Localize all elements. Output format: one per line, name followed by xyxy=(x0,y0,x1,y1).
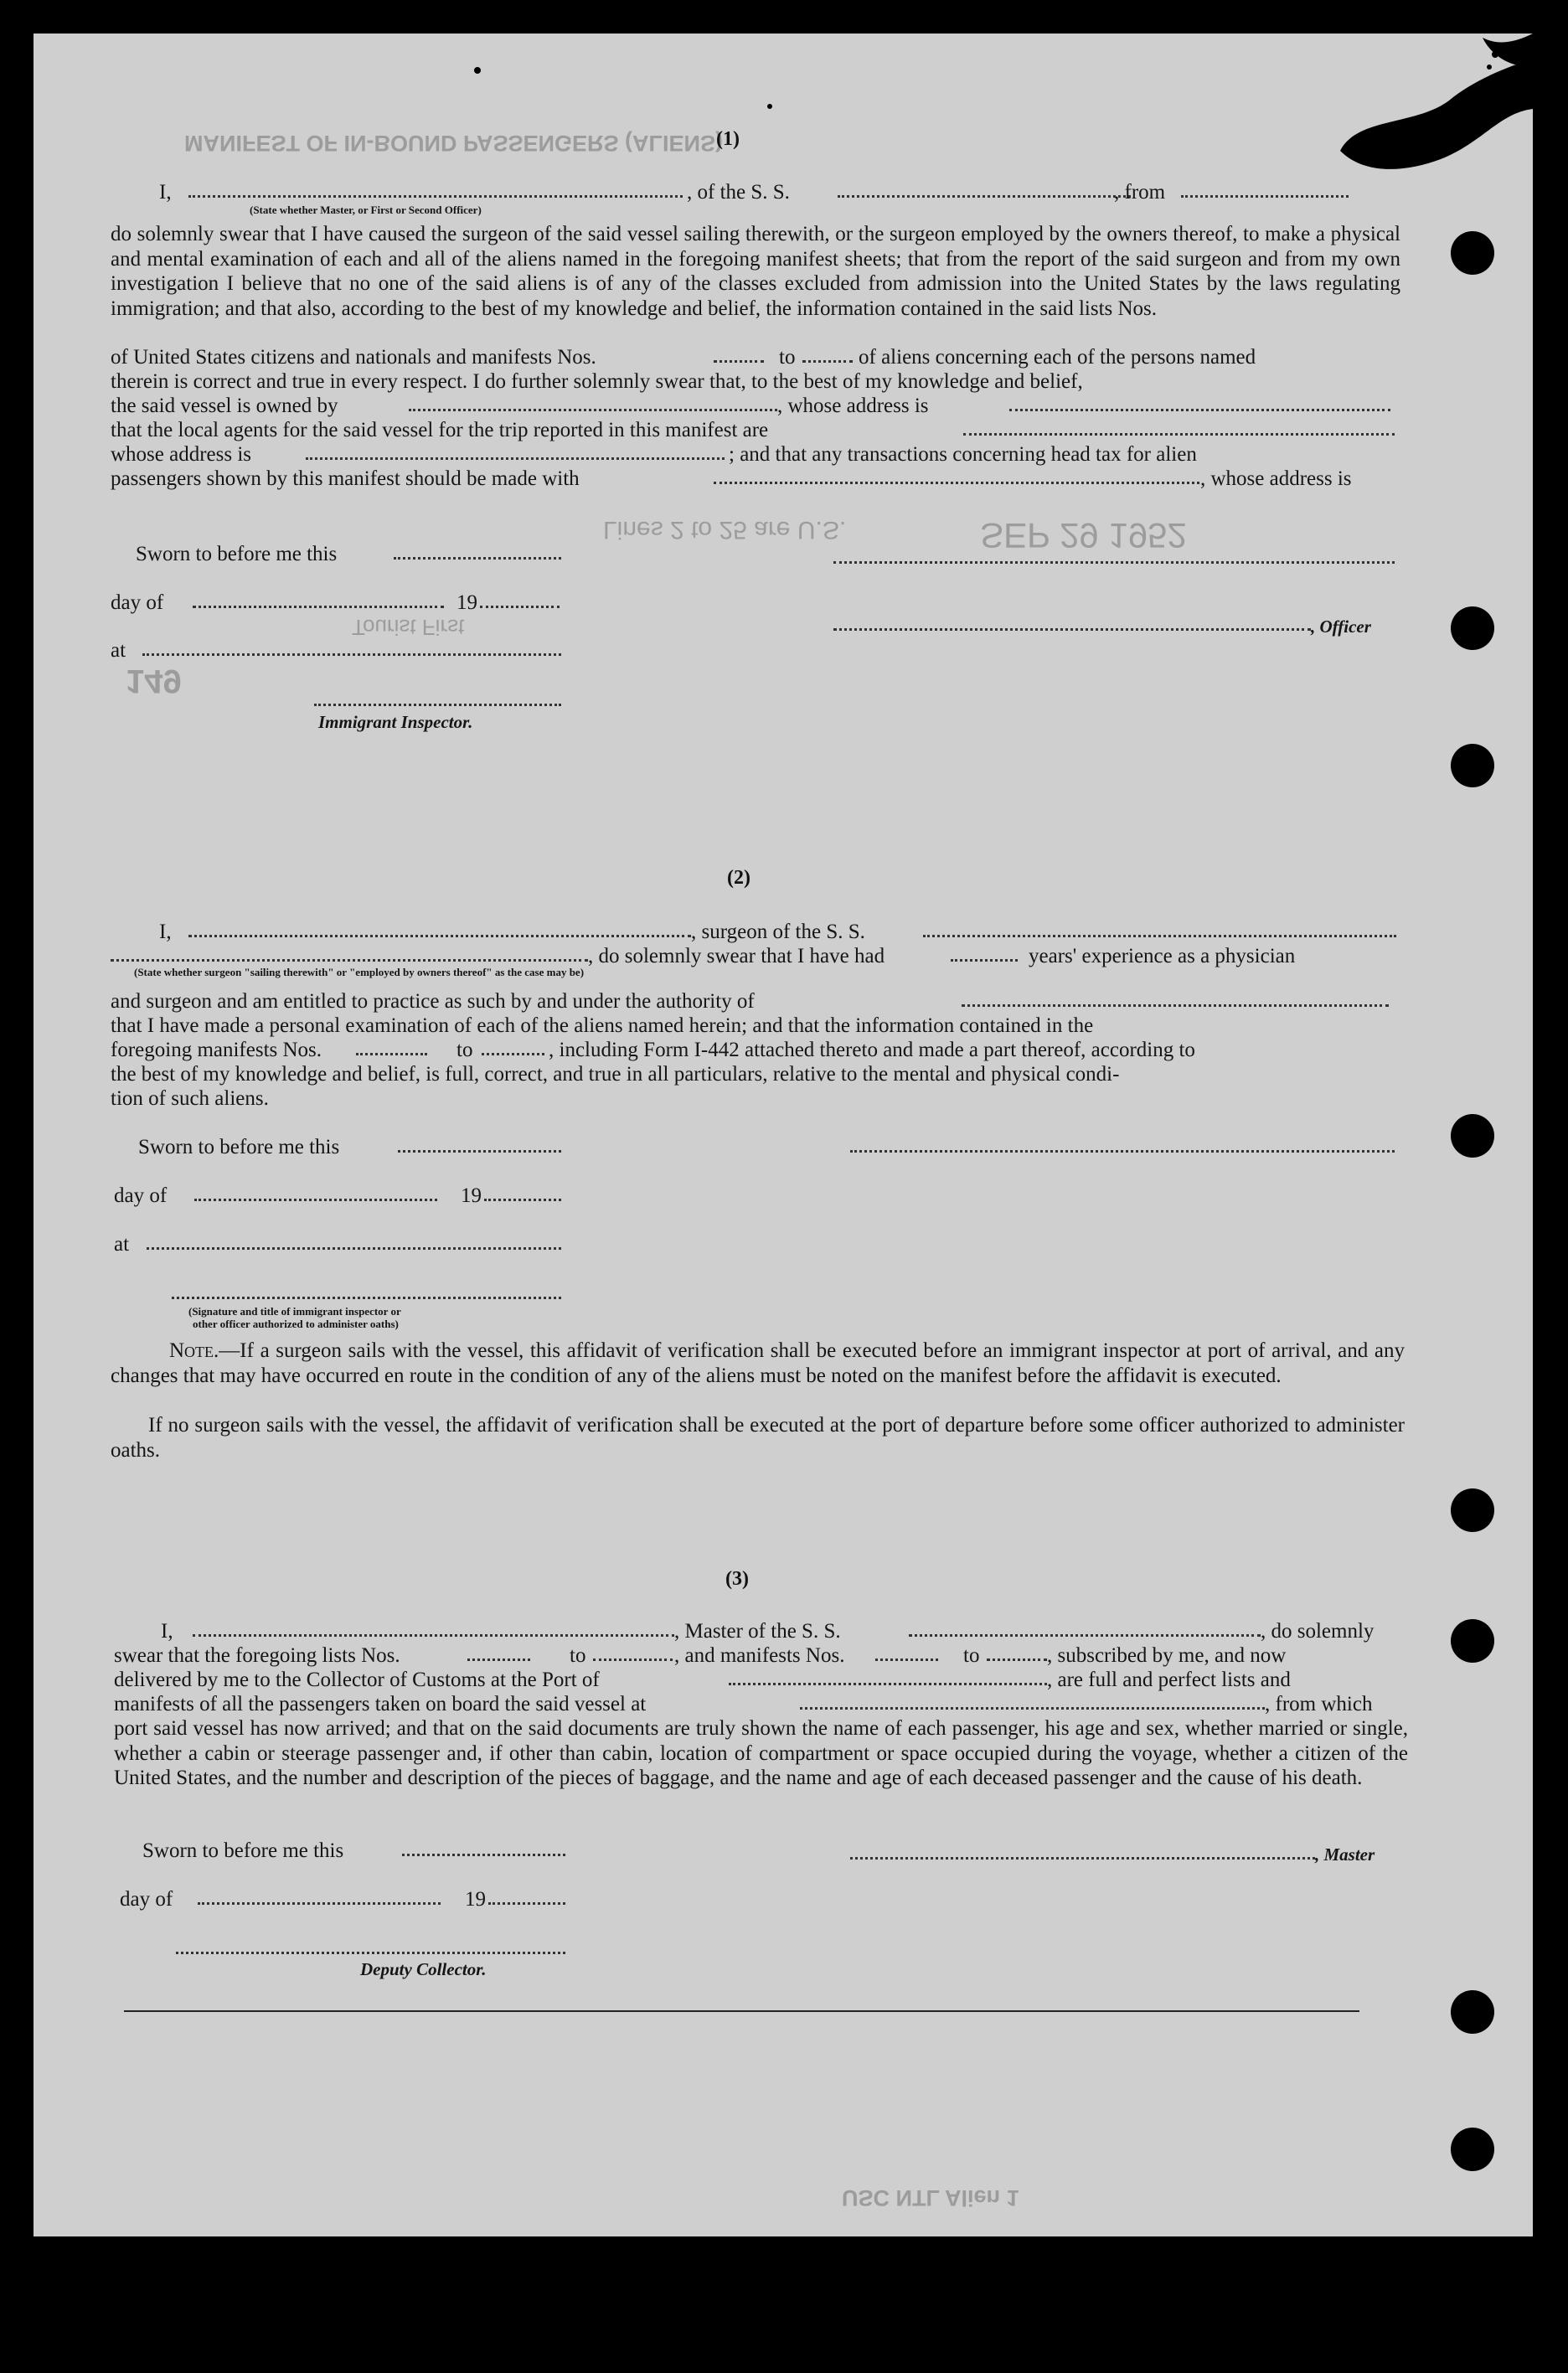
s3-do-solemnly: , do solemnly xyxy=(1261,1620,1375,1643)
s1-at: at xyxy=(111,639,126,662)
s1-month-field[interactable] xyxy=(193,606,444,608)
s1-owner-address-field[interactable] xyxy=(1009,409,1390,411)
s1-of-ss: , of the S. S. xyxy=(687,181,790,204)
s1-local-agents: that the local agents for the said vessel for the trip reported in this manifest are xyxy=(111,419,769,441)
punch-hole xyxy=(1451,231,1494,275)
s1-sworn: Sworn to before me this xyxy=(136,543,338,565)
s1-whose-address-end: , whose address is xyxy=(1200,467,1352,490)
s2-year-field[interactable] xyxy=(484,1199,561,1201)
s1-day-of: day of xyxy=(111,591,164,614)
s2-sig-caption-2: other officer authorized to administer oaths) xyxy=(193,1318,399,1330)
s1-manifest-to-field[interactable] xyxy=(802,360,853,363)
s3-i: I, xyxy=(161,1620,173,1643)
s3-lists-from-field[interactable] xyxy=(467,1659,530,1661)
s2-including: , including Form I-442 attached thereto and made a part thereof, according to xyxy=(549,1039,1195,1061)
dot-mark xyxy=(767,104,772,109)
s2-inspector-signature-field[interactable] xyxy=(172,1297,561,1299)
s2-at-field[interactable] xyxy=(147,1247,561,1250)
bleed-through-header: MANIFEST OF IN-BOUND PASSENGERS (ALIENS) xyxy=(184,131,724,156)
s2-sig-caption-1: (Signature and title of immigrant inspector or xyxy=(188,1305,401,1318)
s2-foregoing: foregoing manifests Nos. xyxy=(111,1039,322,1061)
s2-note-2: If no surgeon sails with the vessel, the affidavit of verification shall be executed at the port of departure before some officer authorized to administer oaths. xyxy=(111,1414,1405,1462)
s3-year-field[interactable] xyxy=(488,1902,565,1905)
dot-mark xyxy=(474,67,481,74)
bleed-through-tourist: Tourist First xyxy=(352,615,465,640)
s1-sworn-day-field[interactable] xyxy=(394,557,561,560)
s1-at-field[interactable] xyxy=(142,653,561,656)
note-text-1: —If a surgeon sails with the vessel, this affidavit of verification shall be executed before an immigrant inspector at port of arrival, and any changes that may have occurred en route in the condition of any of the aliens must be noted on the manifest before the affidavit is executed. xyxy=(111,1339,1405,1387)
punch-hole xyxy=(1451,2128,1494,2171)
s1-caption: (State whether Master, or First or Second Officer) xyxy=(250,204,482,216)
s3-manifests-to-field[interactable] xyxy=(987,1659,1047,1661)
section-2-number: (2) xyxy=(727,867,750,889)
s2-note xyxy=(111,1339,1405,1388)
s2-month-field[interactable] xyxy=(194,1199,437,1201)
s3-day-of: day of xyxy=(120,1888,173,1911)
s2-manifest-to-field[interactable] xyxy=(482,1053,544,1055)
s3-to-1: to xyxy=(570,1644,586,1667)
s1-agent-address-field[interactable] xyxy=(306,457,725,460)
punch-hole xyxy=(1451,1114,1494,1158)
s2-examination: that I have made a personal examination of each of the aliens named herein; and that the information contained in the xyxy=(111,1014,1094,1037)
s1-inspector-label: Immigrant Inspector. xyxy=(318,712,473,732)
s2-sworn: Sworn to before me this xyxy=(138,1136,340,1158)
s2-surgeon-signature-field[interactable] xyxy=(850,1150,1395,1153)
s3-to-2: to xyxy=(963,1644,980,1667)
s3-deputy-label: Deputy Collector. xyxy=(360,1959,487,1979)
ink-blot xyxy=(1290,34,1533,184)
s2-nineteen: 19 xyxy=(461,1184,482,1207)
s1-officer-name-field[interactable] xyxy=(188,195,683,198)
s3-subscribed: , subscribed by me, and now xyxy=(1047,1644,1287,1667)
punch-hole xyxy=(1451,1488,1494,1532)
punch-hole xyxy=(1451,744,1494,787)
s1-nineteen: 19 xyxy=(456,591,477,614)
s2-manifest-from-field[interactable] xyxy=(356,1053,427,1055)
s1-us-citizens-text: of United States citizens and nationals and manifests Nos. xyxy=(111,346,596,369)
s2-best-knowledge: the best of my knowledge and belief, is full, correct, and true in all particulars, relative to the mental and physical condi- xyxy=(111,1063,1120,1086)
s3-master-name-field[interactable] xyxy=(193,1634,674,1637)
s3-nineteen: 19 xyxy=(465,1888,486,1911)
bottom-rule xyxy=(124,2010,1359,2012)
section-1-number: (1) xyxy=(716,128,740,150)
s3-body: port said vessel has now arrived; and that on the said documents are truly shown the name of each passenger, his age and sex, whether married or single, whether a cabin or steerage passenger and, if other than cabin, location of compartment or space occupied during the voyage, whether a citizen of the United States, and the number and description of the pieces of baggage, and the name and age of each deceased passenger and the cause of his death. xyxy=(114,1717,1408,1789)
s3-full-perfect: , are full and perfect lists and xyxy=(1047,1669,1291,1691)
s2-authority-field[interactable] xyxy=(962,1004,1389,1007)
s2-caption: (State whether surgeon "sailing therewith" or "employed by owners thereof" as the case may be) xyxy=(134,966,585,978)
s1-local-agents-field[interactable] xyxy=(963,433,1395,436)
s1-body: do solemnly swear that I have caused the surgeon of the said vessel sailing therewith, or the surgeon employed by the owners thereof, to make a physical and mental examination of each and all of the aliens named in the foregoing manifest sheets; that from the report of the said surgeon and from my own investigation I believe that no one of the said aliens is of any of the classes excluded from admission into the United States by the laws regulating immigration; and that also, according to the best of my knowledge and belief, the information contained in the said lists Nos. xyxy=(111,223,1400,320)
form-sheet xyxy=(34,34,1533,2236)
section-3-number: (3) xyxy=(725,1568,749,1590)
s2-surgeon-status-field[interactable] xyxy=(111,959,588,962)
note-label: Note. xyxy=(169,1339,219,1362)
s3-master-signature-field[interactable] xyxy=(850,1857,1315,1860)
s3-deputy-signature-field[interactable] xyxy=(176,1952,565,1954)
s1-vessel-field[interactable] xyxy=(838,195,1131,198)
s1-passengers: passengers shown by this manifest should be made with xyxy=(111,467,580,490)
bleed-through-number: 149 xyxy=(126,663,182,699)
s2-to: to xyxy=(456,1039,473,1061)
s1-owned-by: the said vessel is owned by xyxy=(111,395,338,417)
bleed-through-lines: Lines 2 to 25 are U.S. xyxy=(603,516,847,544)
s1-owner-field[interactable] xyxy=(409,409,777,411)
s1-therein: therein is correct and true in every respect. I do further solemnly swear that, to the best of my knowledge and belief, xyxy=(111,370,1083,393)
s1-of-aliens: of aliens concerning each of the persons named xyxy=(859,346,1256,369)
s1-head-tax: ; and that any transactions concerning head tax for alien xyxy=(729,443,1197,466)
s1-manifest-from-field[interactable] xyxy=(714,360,764,363)
s1-signature-top-field[interactable] xyxy=(833,561,1395,564)
s3-swear-lists: swear that the foregoing lists Nos. xyxy=(114,1644,400,1667)
s1-year-field[interactable] xyxy=(480,606,560,608)
s2-years-field[interactable] xyxy=(951,959,1018,962)
s2-sworn-day-field[interactable] xyxy=(398,1150,561,1153)
punch-hole xyxy=(1451,606,1494,650)
s1-to-2: to xyxy=(779,346,796,369)
s3-master-of: , Master of the S. S. xyxy=(674,1620,841,1643)
s1-inspector-signature-field[interactable] xyxy=(314,704,561,706)
s3-and-manifests: , and manifests Nos. xyxy=(674,1644,845,1667)
s2-surgeon-name-field[interactable] xyxy=(188,935,691,937)
bleed-through-date: SEP 29 1952 xyxy=(980,516,1187,555)
punch-hole xyxy=(1451,1619,1494,1663)
s3-manifests-of-all: manifests of all the passengers taken on board the said vessel at xyxy=(114,1693,647,1715)
s2-years: years' experience as a physician xyxy=(1029,945,1296,967)
s3-manifests-from-field[interactable] xyxy=(875,1659,938,1661)
s1-whose-address: whose address is xyxy=(111,443,252,466)
s2-surgeon-of: , surgeon of the S. S. xyxy=(691,921,865,943)
s3-vessel-field[interactable] xyxy=(909,1634,1261,1637)
s3-delivered: delivered by me to the Collector of Customs at the Port of xyxy=(114,1669,600,1691)
s1-from: , from xyxy=(1114,181,1166,204)
s2-authority: and surgeon and am entitled to practice as such by and under the authority of xyxy=(111,990,755,1013)
s1-officer-signature-field[interactable] xyxy=(833,628,1311,631)
s3-master-label: , Master xyxy=(1315,1844,1375,1865)
s1-officer-label: , Officer xyxy=(1311,616,1371,637)
s3-taken-at-field[interactable] xyxy=(800,1707,1265,1710)
s2-day-of: day of xyxy=(114,1184,168,1207)
s3-from-which: , from which xyxy=(1265,1693,1373,1715)
s3-port-field[interactable] xyxy=(729,1683,1047,1685)
s3-sworn-day-field[interactable] xyxy=(402,1854,565,1856)
s3-lists-to-field[interactable] xyxy=(593,1659,673,1661)
s2-swear: , do solemnly swear that I have had xyxy=(588,945,885,967)
s1-i: I, xyxy=(159,181,172,204)
s3-sworn: Sworn to before me this xyxy=(142,1839,344,1862)
s2-vessel-field[interactable] xyxy=(923,935,1396,937)
s2-at: at xyxy=(114,1233,130,1256)
s1-head-tax-field[interactable] xyxy=(714,482,1199,484)
s1-from-field[interactable] xyxy=(1181,195,1349,198)
bleed-through-bottom: USC NTL Alien 1 xyxy=(842,2185,1019,2211)
s1-owner-address-label: , whose address is xyxy=(777,395,929,417)
punch-hole xyxy=(1451,1990,1494,2034)
s2-tion: tion of such aliens. xyxy=(111,1087,269,1110)
s3-month-field[interactable] xyxy=(198,1902,441,1905)
s2-i: I, xyxy=(159,921,172,943)
